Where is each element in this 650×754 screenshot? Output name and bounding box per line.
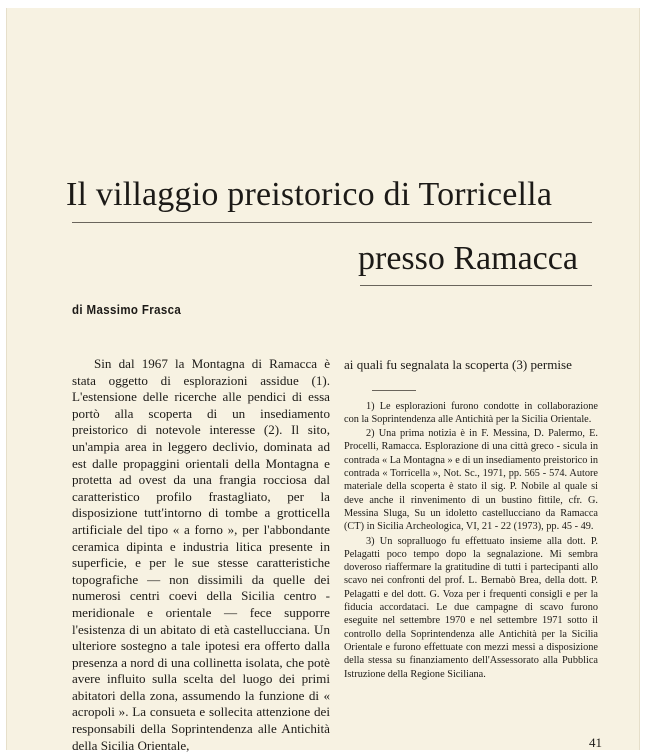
subtitle-rule: [360, 285, 592, 286]
author-byline: di Massimo Frasca: [72, 303, 182, 317]
title-rule: [72, 222, 592, 223]
footnote-1: 1) Le esplorazioni furono condotte in collaborazione con la Soprintendenza alle Antichità per la Sicilia Orientale.: [344, 400, 598, 425]
footnote-rule: [372, 390, 416, 391]
body-column-left: [72, 356, 330, 754]
footnotes: [344, 400, 598, 681]
article-title: Il villaggio preistorico di Torricella: [66, 176, 553, 213]
body-column-right: [344, 357, 598, 682]
body-paragraph-continued: ai quali fu segnalata la scoperta (3) permise: [344, 357, 572, 372]
article-subtitle: presso Ramacca: [358, 240, 578, 277]
body-paragraph: Sin dal 1967 la Montagna di Ramacca è stata oggetto di esplorazioni assidue (1). L'estensione delle ricerche alle pendici di essa portò alla scoperta di un insediamento preistorico di notevole interesse (2). Il sito, un'ampia area in leggero declivio, dominata ad est dalle propaggini orientali della Montagna e protetta ad ovest da una frangia rocciosa dal caratteristico profilo frastagliato, per la disposizione tutt'intorno di tombe a grotticella artificiale del tipo « a forno », per l'abbondante ceramica dipinta e industria litica presente in superficie, e per le sue stesse caratteristiche topografiche — non dissimili da quelle dei numerosi centri coevi della Sicilia centro - meridionale e orientale — fece supporre l'esistenza di un abitato di età castellucciana. Un ulteriore sostegno a tale ipotesi era offerto dalla presenza a nord di una collinetta isolata, che potè avere influito sulla scelta del luogo dei primi abitatori della zona, assumendo la funzione di « acropoli ». La consueta e sollecita attenzione dei responsabili della Soprintendenza alle Antichità della Sicilia Orientale,: [72, 356, 330, 753]
footnote-3: 3) Un sopralluogo fu effettuato insieme alla dott. P. Pelagatti poco tempo dopo la segnalazione. Mi sembra doveroso riaffermare la gratitudine di tutti i partecipanti allo scavo nei confronti del prof. L. Bernabò Brea, della dott. P. Pelagatti e del dott. G. Voza per i frequenti consigli e per la fiducia accordataci. Le due campagne di scavo furono eseguite nel settembre 1970 e nel settembre 1971 sotto il controllo della Soprintendenza alle Antichità per la Sicilia Orientale e furono effettuate con mezzi messi a disposizione della stessa su finanziamento dell'Assessorato alla Pubblica Istruzione della Regione Siciliana.: [344, 535, 598, 680]
document-page: [6, 8, 640, 753]
footnote-2: 2) Una prima notizia è in F. Messina, D. Palermo, E. Procelli, Ramacca. Esplorazione di una città greco - sicula in contrada « La Montagna » e di un insediamento preistorico in contrada « Torricella », Not. Sc., 1971, pp. 565 - 574. Autore materiale della scoperta è stato il sig. P. Nobile al quale si deve anche il rinvenimento di un bustino fittile, cfr. G. Messina Sluga, Su un idoletto castellucciano da Ramacca (CT) in Sicilia Archeologica, VI, 21 - 22 (1973), pp. 45 - 49.: [344, 428, 598, 533]
page-number: 41: [589, 735, 602, 750]
